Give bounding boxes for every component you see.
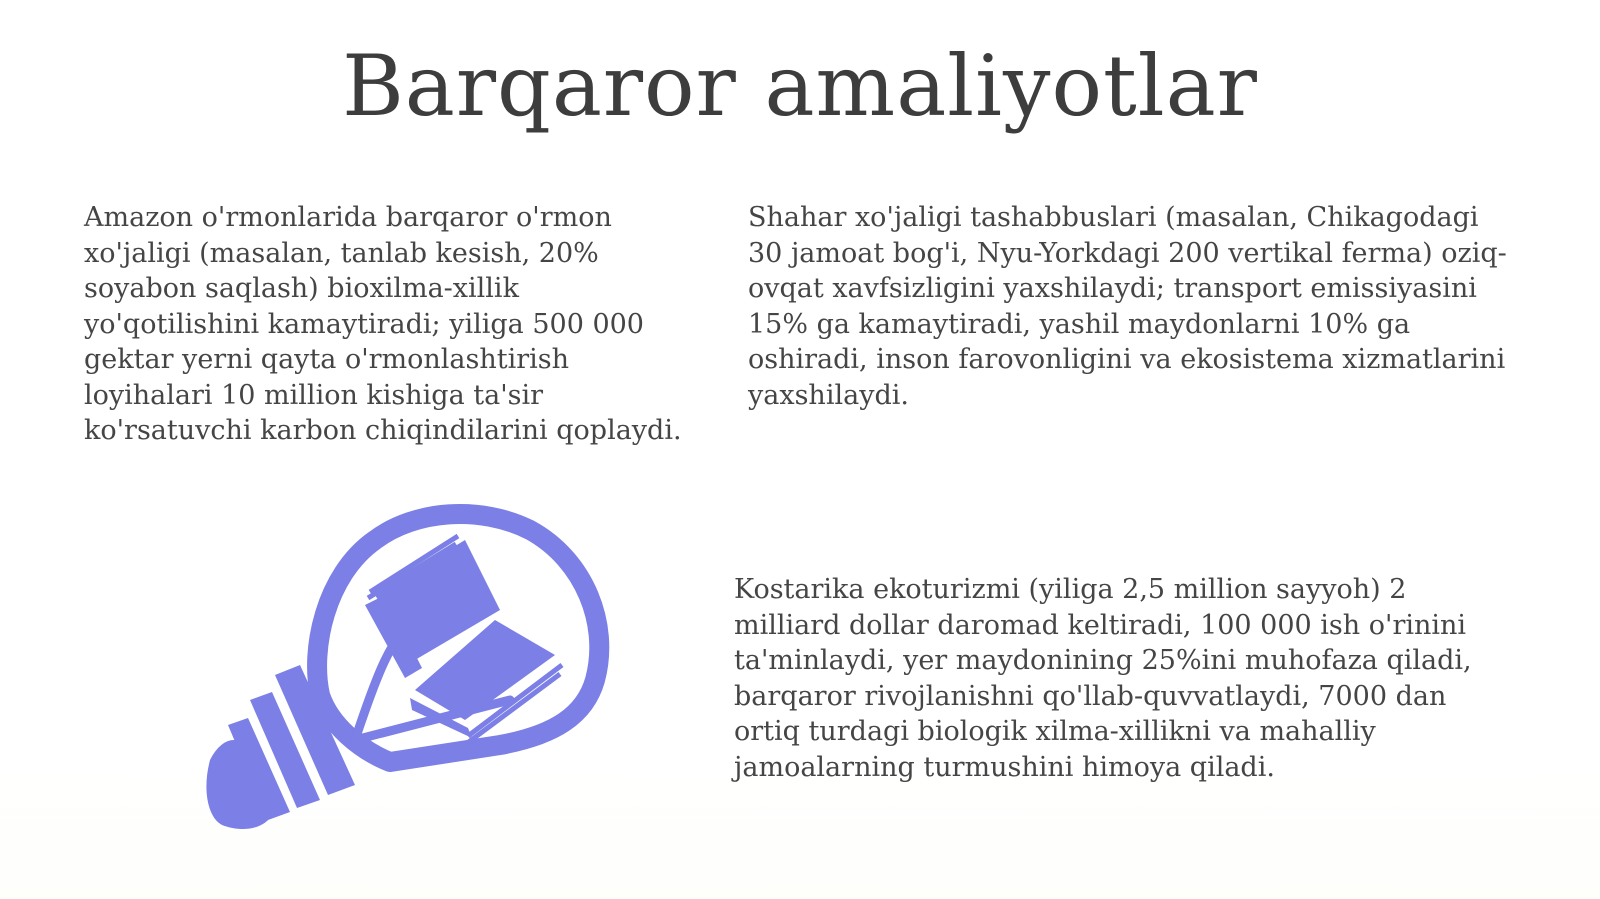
paragraph-forestry: Amazon o'rmonlarida barqaror o'rmon xo'jaligi (masalan, tanlab kesish, 20% soyabon saqlash) bioxilma-xillik yo'qotilishini kamaytiradi; yiliga 500 000 gektar yerni qayta o'rmonlashtirish loyihalari 10 million kishiga ta'sir ko'rsatuvchi karbon chiqindilarini qoplaydi. <box>84 202 682 446</box>
paragraph-ecotourism: Kostarika ekoturizmi (yiliga 2,5 million sayyoh) 2 milliard dollar daromad keltiradi, 100 000 ish o'rinini ta'minlaydi, yer maydonining 25%ini muhofaza qiladi, barqaror rivojlanishni qo'llab-quvvatlaydi, 7000 dan ortiq turdagi biologik xilma-xillikni va mahalliy jamoalarning turmushini himoya qiladi. <box>734 574 1472 783</box>
paragraph-urban-farming: Shahar xo'jaligi tashabbuslari (masalan, Chikagodagi 30 jamoat bog'i, Nyu-Yorkdagi 200 vertikal ferma) oziq-ovqat xavfsizligini yaxshilaydi; transport emissiyasini 15% ga kamaytiradi, yashil maydonlarni 10% ga oshiradi, inson farovonligini va ekosistema xizmatlarini yaxshilaydi. <box>748 202 1507 411</box>
slide-title: Barqaror amaliyotlar <box>342 37 1258 135</box>
lightbulb-book-icon <box>200 500 620 850</box>
